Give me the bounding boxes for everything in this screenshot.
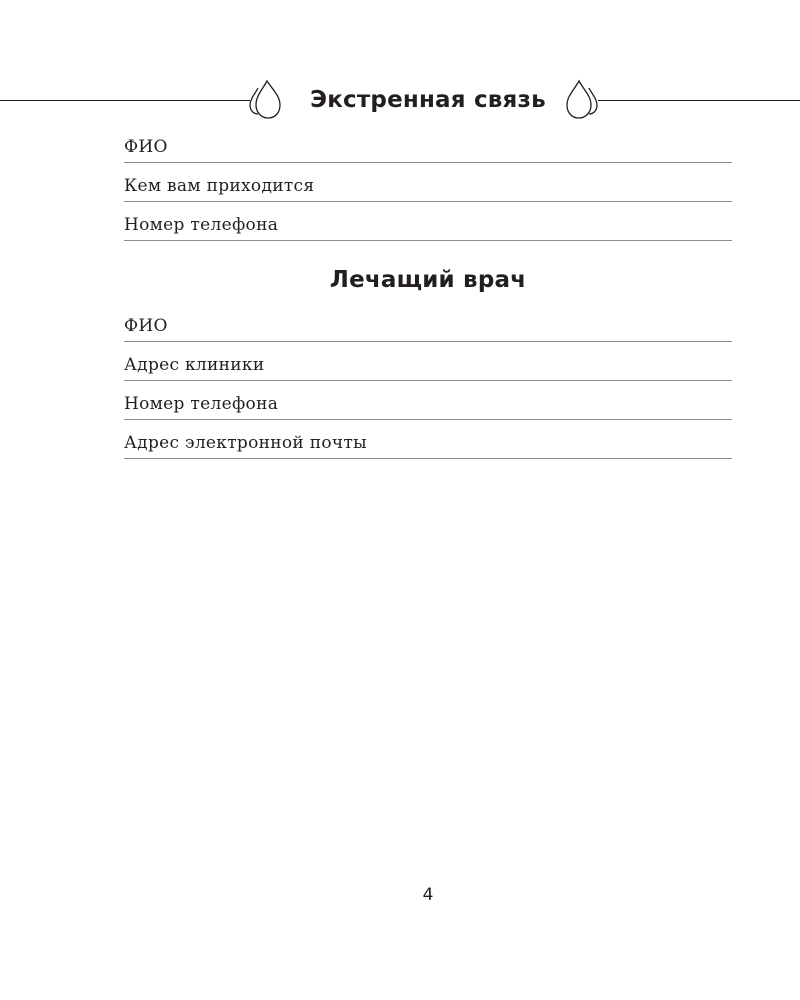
field-doctor-phone[interactable]: Номер телефона <box>124 393 732 420</box>
field-doctor-name[interactable]: ФИО <box>124 315 732 342</box>
field-doctor-clinic-address[interactable]: Адрес клиники <box>124 354 732 381</box>
page-number: 4 <box>422 885 434 905</box>
section-title-emergency: Экстренная связь <box>310 87 546 113</box>
section-title-doctor: Лечащий врач <box>329 267 527 293</box>
field-emergency-phone[interactable]: Номер телефона <box>124 214 732 241</box>
field-emergency-relation[interactable]: Кем вам приходится <box>124 175 732 202</box>
field-emergency-name[interactable]: ФИО <box>124 136 732 163</box>
field-doctor-email[interactable]: Адрес электронной почты <box>124 432 732 459</box>
